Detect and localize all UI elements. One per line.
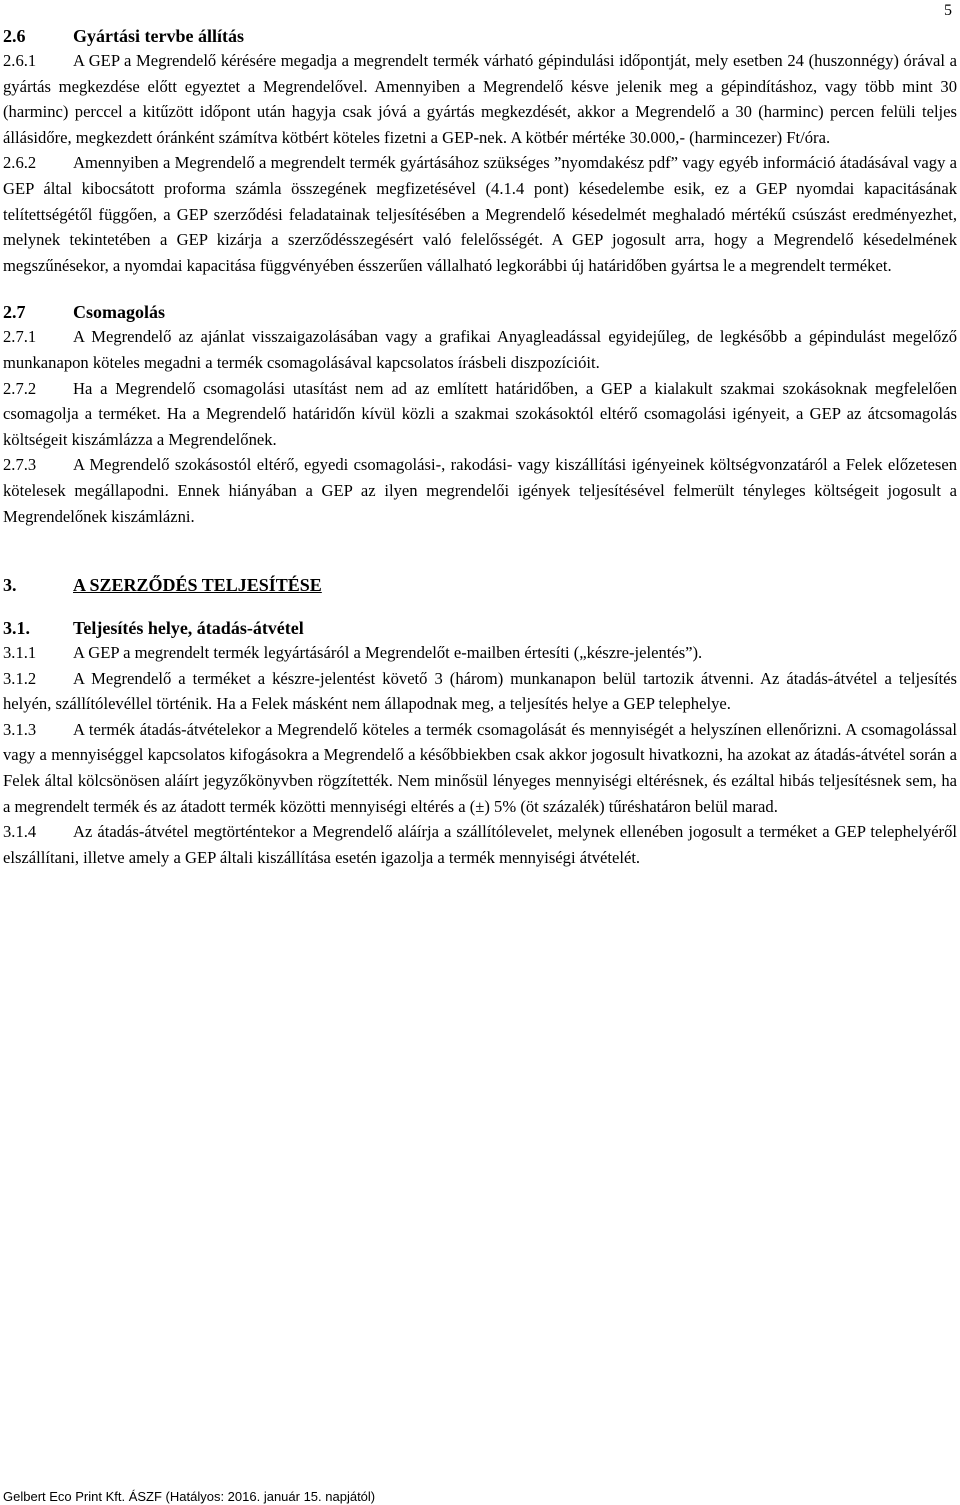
section-number: 2.7 (3, 302, 26, 323)
section-number: 3.1. (3, 618, 30, 639)
section-heading (3, 24, 957, 48)
section-heading (3, 300, 957, 324)
section-number: 3. (3, 575, 17, 596)
paragraph-text: A termék átadás-átvételekor a Megrendelő köteles a termék csomagolását és mennyiségét a helyszínen ellenőrizni. A csomagolással vagy a mennyiséggel kapcsolatos kifogásokra a Megrendelő a későbbiekben csak akkor jogosult hivatkozni, ha azokat az átadás-átvétel során a Felek által kölcsönösen aláírt jegyzőkönyvben rögzítették. Nem minősül lényeges mennyiségi eltérésnek, és ezáltal hibás teljesítésnek sem, ha a megrendelt termék és az átadott termék közötti mennyiségi eltérés a (±) 5% (öt százalék) tűréshatáron belül marad. (3, 719, 957, 816)
paragraph-text: Amennyiben a Megrendelő a megrendelt termék gyártásához szükséges ”nyomdakész pdf” vagy egyéb információ átadásával vagy a GEP által kibocsátott proforma számla összegének megfizetésével (4.1.4 pont) késedelembe esik, ez a GEP nyomdai kapacitásának telítettségétől függően, a GEP szerződési feladatainak teljesítésében a Megrendelő késedelmét meghaladó mértékű csúszást eredményezhet, melynek tekintetében a GEP kizárja a szerződésszegésért való felelősségét. A GEP jogosult arra, hogy a Megrendelő késedelmének megszűnésekor, a nyomdai kapacitása függvényében ésszerűen vállalható legkorábbi új határidőben gyártsa le a megrendelt terméket. (3, 153, 957, 275)
paragraph-number: 2.6.2 (3, 153, 37, 173)
paragraph-text: A GEP a Megrendelő kérésére megadja a megrendelt termék várható gépindulási időpontját, mely esetben 24 (huszonnégy) órával a gyártás megkezdése előtt egyeztet a Megrendelővel. Amennyiben a Megrendelő késve jelenik meg a gépindításhoz, vagy több mint 30 (harminc) perccel a kitűzött időpont után hagyja csak jóvá a gyártás megkezdését, akkor a Megrendelő a 30 (harminc) percen felüli teljes állásidőre, megkezdett óránként számítva kötbért köteles fizetni a GEP-nek. A kötbér mértéke 30.000,- (harmincezer) Ft/óra. (3, 51, 957, 147)
paragraph (3, 640, 957, 666)
paragraph (3, 324, 957, 375)
paragraph (3, 819, 957, 870)
paragraph-text: A GEP a megrendelt termék legyártásáról a Megrendelőt e-mailben értesíti („készre-jelentés”). (73, 643, 703, 663)
paragraph-number: 3.1.2 (3, 668, 37, 688)
paragraph-number: 2.7.1 (3, 327, 37, 347)
paragraph-text: Ha a Megrendelő csomagolási utasítást nem ad az említett határidőben, a GEP a kialakult szakmai szokásoknak megfelelően csomagolja a terméket. Ha a Megrendelő határidőn kívül közli a szakmai szokásoktól eltérő csomagolási igényeit, a GEP az átcsomagolás költségeit kiszámlázza a Megrendelőnek. (3, 378, 957, 449)
paragraph-text: Az átadás-átvétel megtörténtekor a Megrendelő aláírja a szállítólevelet, melynek ellenében jogosult a terméket a GEP telephelyéről elszállítani, illetve amely a GEP általi kiszállítása esetén igazolja a termék mennyiségi átvételét. (3, 822, 957, 867)
section-title: Teljesítés helye, átadás-átvétel (73, 618, 304, 639)
chapter-heading (3, 573, 957, 597)
section-heading (3, 616, 957, 640)
paragraph-text: A Megrendelő az ajánlat visszaigazolásában vagy a grafikai Anyagleadással egyidejűleg, de legkésőbb a gépindulást megelőző munkanapon köteles megadni a termék csomagolásával kapcsolatos írásbeli diszpozícióit. (3, 327, 957, 372)
section-title: Csomagolás (73, 302, 166, 323)
page-footer: Gelbert Eco Print Kft. ÁSZF (Hatályos: 2016. január 15. napjától) (3, 1489, 376, 1504)
section-title: Gyártási tervbe állítás (73, 26, 244, 46)
paragraph-text: A Megrendelő a terméket a készre-jelentést követő 3 (három) munkanapon belül tartozik átvenni. Az átadás-átvétel a teljesítés helyén, szállítólevéllel történik. Ha a Felek másként nem állapodnak meg, a teljesítés helye a GEP telephelye. (3, 668, 957, 714)
paragraph-number: 3.1.4 (3, 822, 37, 842)
paragraph (3, 48, 957, 150)
paragraph (3, 452, 957, 529)
section-number: 2.6 (3, 26, 26, 46)
paragraph-number: 2.6.1 (3, 51, 37, 70)
paragraph (3, 376, 957, 453)
paragraph-number: 2.7.3 (3, 455, 37, 475)
paragraph-text: A Megrendelő szokásostól eltérő, egyedi csomagolási-, rakodási- vagy kiszállítási igényeinek költségvonzatáról a Felek előzetesen kötelesek megállapodni. Ennek hiányában a GEP az ilyen megrendelői igények teljesítésével felmerült tényleges költségeit jogosult a Megrendelőnek kiszámlázni. (3, 455, 957, 526)
document-body (3, 14, 957, 870)
paragraph-number: 3.1.3 (3, 719, 37, 739)
paragraph (3, 150, 957, 278)
paragraph-number: 3.1.1 (3, 643, 37, 663)
paragraph-number: 2.7.2 (3, 378, 37, 398)
paragraph (3, 717, 957, 819)
paragraph (3, 666, 957, 717)
page-number: 5 (944, 2, 952, 19)
section-title: A SZERZŐDÉS TELJESÍTÉSE (73, 575, 322, 596)
